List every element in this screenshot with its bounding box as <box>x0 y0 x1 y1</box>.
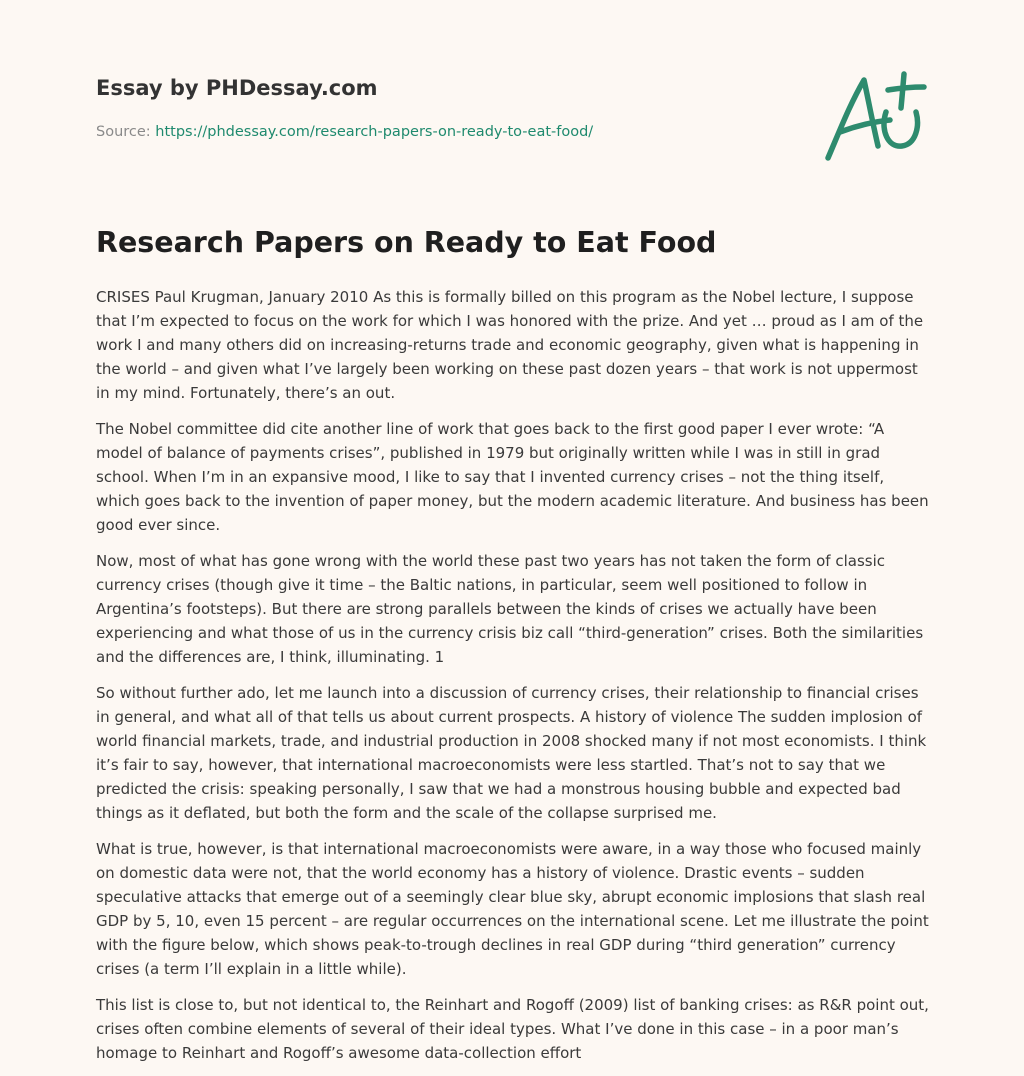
essay-paragraph: Now, most of what has gone wrong with the world these past two years has not taken the form of classic currency crises (though give it time – the Baltic nations, in particular, seem well positioned to follow in Argentina’s footsteps). But there are strong parallels between the kinds of crises we actually have been experiencing and what those of us in the currency crisis biz call “third-generation” crises. Both the similarities and the differences are, I think, illuminating. 1 <box>96 552 924 666</box>
essay-paragraph: So without further ado, let me launch into a discussion of currency crises, their relationship to financial crises in general, and what all of that tells us about current prospects. A history of violence The sudden implosion of world financial markets, trade, and industrial production in 2008 shocked many if not most economists. I think it’s fair to say, however, that international macroeconomists were less startled. That’s not to say that we predicted the crisis: speaking personally, I saw that we had a monstrous housing bubble and expected bad things as it deflated, but both the form and the scale of the collapse surprised me. <box>96 684 927 822</box>
a-plus-logo-icon <box>822 68 932 164</box>
essay-title: Research Papers on Ready to Eat Food <box>96 226 717 259</box>
source-line <box>96 124 593 140</box>
source-label: Source: <box>96 124 151 140</box>
essay-paragraph: The Nobel committee did cite another line of work that goes back to the first good paper I ever wrote: “A model of balance of payments crises”, published in 1979 but originally written while I was in still in grad school. When I’m in an expansive mood, I like to say that I invented currency crises – not the thing itself, which goes back to the invention of paper money, but the modern academic literature. And business has been good ever since. <box>96 420 929 534</box>
essay-paragraph: What is true, however, is that international macroeconomists were aware, in a way those who focused mainly on domestic data were not, that the world economy has a history of violence. Drastic events – sudden speculative attacks that emerge out of a seemingly clear blue sky, abrupt economic implosions that slash real GDP by 5, 10, even 15 percent – are regular occurrences on the international scene. Let me illustrate the point with the figure below, which shows peak-to-trough declines in real GDP during “third generation” currency crises (a term I’ll explain in a little while). <box>96 840 929 978</box>
essay-body <box>96 285 932 1076</box>
essay-paragraph: CRISES Paul Krugman, January 2010 As this is formally billed on this program as the Nobel lecture, I suppose that I’m expected to focus on the work for which I was honored with the prize. And yet … proud as I am of the work I and many others did on increasing-returns trade and economic geography, given what is happening in the world – and given what I’ve largely been working on these past dozen years – that work is not uppermost in my mind. Fortunately, there’s an out. <box>96 288 924 402</box>
source-link[interactable]: https://phdessay.com/research-papers-on-ready-to-eat-food/ <box>155 124 594 140</box>
site-title: Essay by PHDessay.com <box>96 76 378 100</box>
essay-paragraph: This list is close to, but not identical to, the Reinhart and Rogoff (2009) list of banking crises: as R&R point out, crises often combine elements of several of their ideal types. What I’ve done in this case – in a poor man’s homage to Reinhart and Rogoff’s awesome data-collection effort <box>96 996 929 1062</box>
